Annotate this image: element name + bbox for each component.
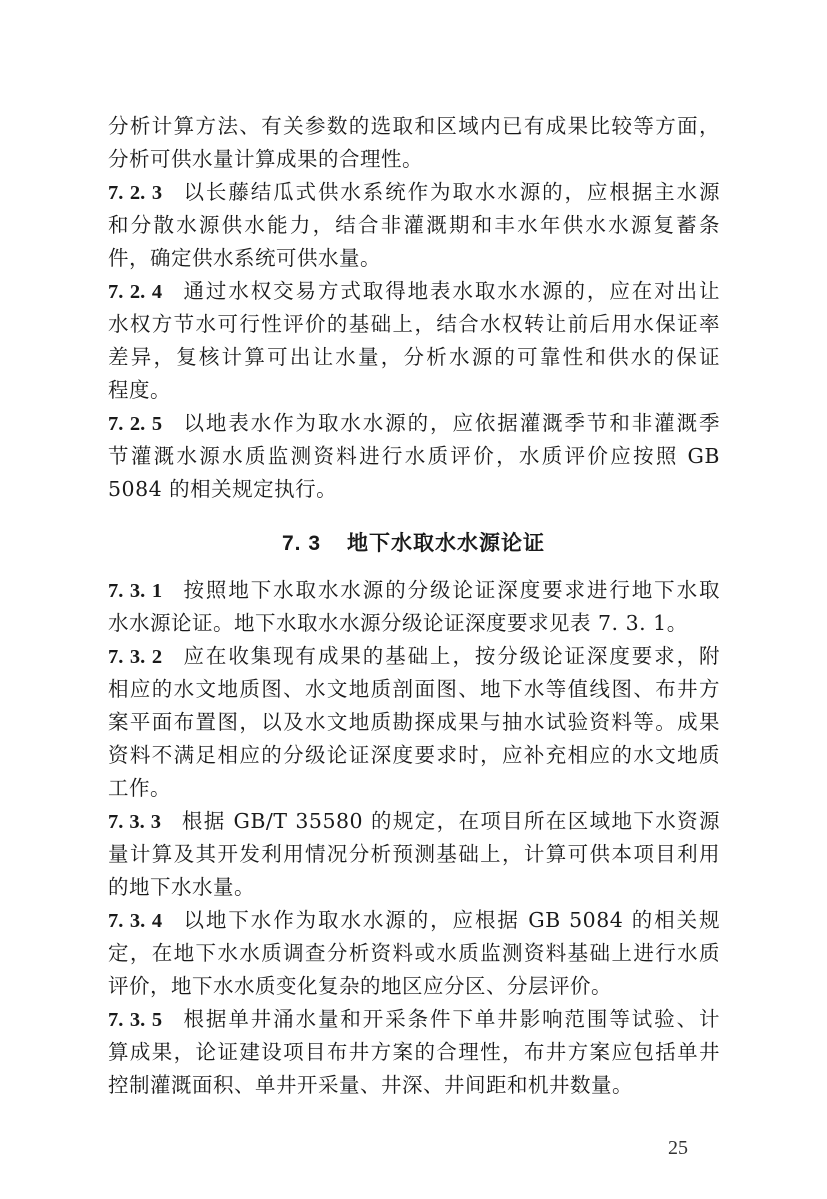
- text-line: 程度。: [108, 378, 171, 402]
- clause-number: 7. 2. 5: [108, 413, 163, 435]
- text-line: 量计算及其开发利用情况分析预测基础上，计算可供本项目利用: [108, 842, 720, 866]
- text-line: 资料不满足相应的分级论证深度要求时，应补充相应的水文地质: [108, 743, 720, 767]
- text-line: 节灌溉水源水质监测资料进行水质评价，水质评价应按照 GB: [108, 444, 720, 468]
- section-title: 地下水取水水源论证: [347, 531, 546, 555]
- clause-7-3-3: 7. 3. 3 根据 GB/T 35580 的规定，在项目所在区域地下水资源: [108, 809, 721, 833]
- clause-number: 7. 3. 1: [108, 580, 163, 602]
- clause-7-2-4: 7. 2. 4 通过水权交易方式取得地表水取水水源的，应在对出让: [108, 279, 720, 303]
- text-line: 的地下水水量。: [108, 875, 255, 899]
- section-number: 7. 3: [281, 532, 322, 555]
- clause-number: 7. 2. 3: [108, 182, 163, 204]
- text-line: 定，在地下水水质调查分析资料或水质监测资料基础上进行水质: [108, 941, 720, 965]
- clause-number: 7. 3. 3: [108, 811, 161, 833]
- clause-7-3-5: 7. 3. 5 根据单井涌水量和开采条件下单井影响范围等试验、计: [108, 1007, 720, 1031]
- text-line: 件，确定供水系统可供水量。: [108, 246, 381, 270]
- text-line: 水权方节水可行性评价的基础上，结合水权转让前后用水保证率: [108, 312, 720, 336]
- clause-number: 7. 3. 5: [108, 1009, 163, 1031]
- text-line: 案平面布置图，以及水文地质勘探成果与抽水试验资料等。成果: [108, 710, 720, 734]
- text-line: 分析可供水量计算成果的合理性。: [108, 147, 423, 171]
- text-line: 和分散水源供水能力，结合非灌溉期和丰水年供水水源复蓄条: [108, 213, 720, 237]
- clause-7-2-5: 7. 2. 5 以地表水作为取水水源的，应依据灌溉季节和非灌溉季: [108, 411, 720, 435]
- text-line: 算成果，论证建设项目布井方案的合理性，布井方案应包括单井: [108, 1040, 720, 1064]
- text-line: 分析计算方法、有关参数的选取和区域内已有成果比较等方面，: [108, 114, 720, 138]
- clause-number: 7. 3. 4: [108, 910, 163, 932]
- page-number: 25: [668, 1137, 688, 1159]
- text-line: 水水源论证。地下水取水水源分级论证深度要求见表 7. 3. 1。: [108, 611, 688, 635]
- text-line: 工作。: [108, 776, 171, 800]
- text-line: 差异，复核计算可出让水量，分析水源的可靠性和供水的保证: [108, 345, 720, 369]
- text-line: 5084 的相关规定执行。: [108, 477, 338, 501]
- text-line: 控制灌溉面积、单井开采量、井深、井间距和机井数量。: [108, 1073, 633, 1097]
- section-heading: [0, 527, 827, 557]
- clause-7-3-4: 7. 3. 4 以地下水作为取水水源的，应根据 GB 5084 的相关规: [108, 908, 720, 932]
- clause-7-3-1: 7. 3. 1 按照地下水取水水源的分级论证深度要求进行地下水取: [108, 578, 720, 602]
- clause-7-3-2: 7. 3. 2 应在收集现有成果的基础上，按分级论证深度要求，附: [108, 644, 720, 668]
- text-line: 相应的水文地质图、水文地质剖面图、地下水等值线图、布井方: [108, 677, 720, 701]
- clause-7-2-3: 7. 2. 3 以长藤结瓜式供水系统作为取水水源的，应根据主水源: [108, 180, 720, 204]
- clause-number: 7. 2. 4: [108, 281, 163, 303]
- text-line: 评价，地下水水质变化复杂的地区应分区、分层评价。: [108, 974, 612, 998]
- clause-number: 7. 3. 2: [108, 646, 163, 668]
